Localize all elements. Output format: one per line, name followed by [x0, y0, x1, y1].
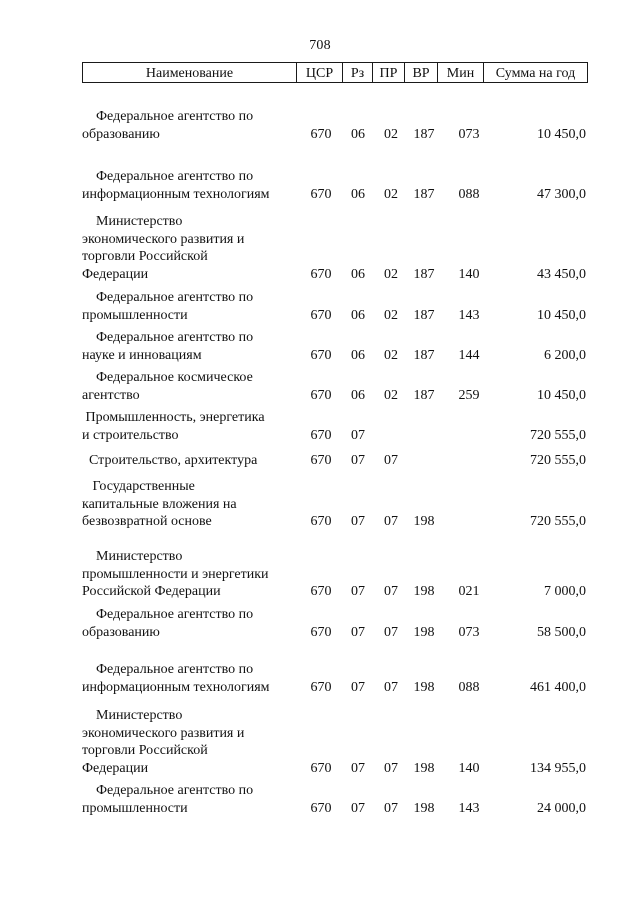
- row-rz: 06: [351, 387, 365, 403]
- row-name: Федеральное космическое агентство: [82, 370, 253, 403]
- column-header-min: Мин: [437, 63, 483, 82]
- row-min: 088: [458, 679, 480, 695]
- column-header-rz: Рз: [342, 63, 372, 82]
- row-min: 140: [458, 266, 480, 282]
- row-name: Федеральное агентство по информационным технологиям: [82, 662, 270, 695]
- row-pr: 02: [384, 126, 398, 142]
- row-rz: 06: [351, 266, 365, 282]
- row-csr: 670: [310, 514, 332, 529]
- row-pr: 02: [384, 266, 398, 282]
- row-sum: 7 000,0: [544, 584, 586, 599]
- column-header-vr: ВР: [404, 63, 437, 82]
- row-pr: 07: [384, 800, 398, 816]
- row-pr: 07: [384, 679, 398, 695]
- row-vr: 187: [413, 186, 435, 202]
- row-csr: 670: [310, 427, 332, 443]
- row-min: 088: [458, 186, 480, 202]
- row-csr: 670: [310, 584, 332, 599]
- row-rz: 07: [351, 514, 365, 529]
- row-name: Министерство промышленности и энергетики Российской Федерации: [82, 549, 269, 599]
- row-name: Промышленность, энергетика и строительство: [82, 410, 265, 443]
- row-sum: 720 555,0: [530, 514, 586, 529]
- row-rz: 07: [351, 624, 365, 640]
- row-sum: 24 000,0: [537, 800, 586, 816]
- row-name: Министерство экономического развития и торговли Российской Федерации: [82, 214, 245, 282]
- row-csr: 670: [310, 387, 332, 403]
- row-sum: 58 500,0: [537, 624, 586, 640]
- row-min: 259: [458, 387, 480, 403]
- column-header-csr: ЦСР: [296, 63, 342, 82]
- row-vr: 198: [413, 514, 435, 529]
- row-rz: 07: [351, 427, 365, 443]
- row-csr: 670: [310, 760, 332, 776]
- row-vr: 187: [413, 126, 435, 142]
- row-min: 144: [458, 347, 480, 363]
- row-vr: 198: [413, 679, 435, 695]
- row-csr: 670: [310, 347, 332, 363]
- row-name: Федеральное агентство по информационным технологиям: [82, 169, 270, 202]
- row-sum: 461 400,0: [530, 679, 586, 695]
- row-vr: 198: [413, 624, 435, 640]
- table-header: [82, 62, 588, 83]
- row-name: Федеральное агентство по промышленности: [82, 783, 254, 816]
- row-rz: 07: [351, 800, 365, 816]
- row-pr: 02: [384, 347, 398, 363]
- row-vr: 198: [413, 760, 435, 776]
- row-pr: 02: [384, 307, 398, 323]
- row-vr: 198: [413, 584, 435, 599]
- row-pr: 07: [384, 453, 398, 468]
- row-name: Государственные капитальные вложения на безвозвратной основе: [82, 479, 237, 529]
- column-header-sum: Сумма на год: [483, 63, 587, 82]
- row-csr: 670: [310, 307, 332, 323]
- row-rz: 06: [351, 186, 365, 202]
- row-csr: 670: [310, 186, 332, 202]
- row-csr: 670: [310, 624, 332, 640]
- row-rz: 07: [351, 453, 365, 468]
- row-sum: 720 555,0: [530, 427, 586, 443]
- row-rz: 07: [351, 679, 365, 695]
- page-number: 708: [309, 38, 331, 53]
- row-sum: 47 300,0: [537, 186, 586, 202]
- row-rz: 06: [351, 307, 365, 323]
- row-pr: 02: [384, 387, 398, 403]
- row-vr: 187: [413, 347, 435, 363]
- row-pr: 02: [384, 186, 398, 202]
- row-name: Федеральное агентство по промышленности: [82, 290, 254, 323]
- row-csr: 670: [310, 266, 332, 282]
- row-vr: 187: [413, 387, 435, 403]
- row-min: 073: [458, 624, 480, 640]
- row-name: Федеральное агентство по образованию: [82, 607, 254, 640]
- row-vr: 187: [413, 266, 435, 282]
- row-name: Министерство экономического развития и торговли Российской Федерации: [82, 708, 245, 776]
- row-csr: 670: [310, 800, 332, 816]
- column-header-name: Наименование: [145, 66, 234, 81]
- row-rz: 06: [351, 347, 365, 363]
- row-sum: 10 450,0: [537, 126, 586, 142]
- row-min: 143: [458, 800, 480, 816]
- row-rz: 06: [351, 126, 365, 142]
- row-vr: 198: [413, 800, 435, 816]
- row-min: 143: [458, 307, 480, 323]
- row-min: 140: [458, 760, 480, 776]
- row-pr: 07: [384, 760, 398, 776]
- row-sum: 43 450,0: [537, 266, 586, 282]
- row-sum: 6 200,0: [544, 347, 586, 363]
- row-min: 073: [458, 126, 480, 142]
- row-vr: 187: [413, 307, 435, 323]
- row-min: 021: [458, 584, 480, 599]
- row-name: Федеральное агентство по образованию: [82, 109, 254, 142]
- row-sum: 134 955,0: [530, 760, 586, 776]
- row-sum: 10 450,0: [537, 387, 586, 403]
- row-sum: 10 450,0: [537, 307, 586, 323]
- row-rz: 07: [351, 760, 365, 776]
- row-pr: 07: [384, 514, 398, 529]
- row-name: Федеральное агентство по науке и инновациям: [82, 330, 254, 363]
- column-header-pr: ПР: [372, 63, 404, 82]
- row-name: Строительство, архитектура: [82, 453, 258, 468]
- row-csr: 670: [310, 679, 332, 695]
- row-csr: 670: [310, 126, 332, 142]
- row-sum: 720 555,0: [530, 453, 586, 468]
- row-pr: 07: [384, 624, 398, 640]
- row-csr: 670: [310, 453, 332, 468]
- row-rz: 07: [351, 584, 365, 599]
- row-pr: 07: [384, 584, 398, 599]
